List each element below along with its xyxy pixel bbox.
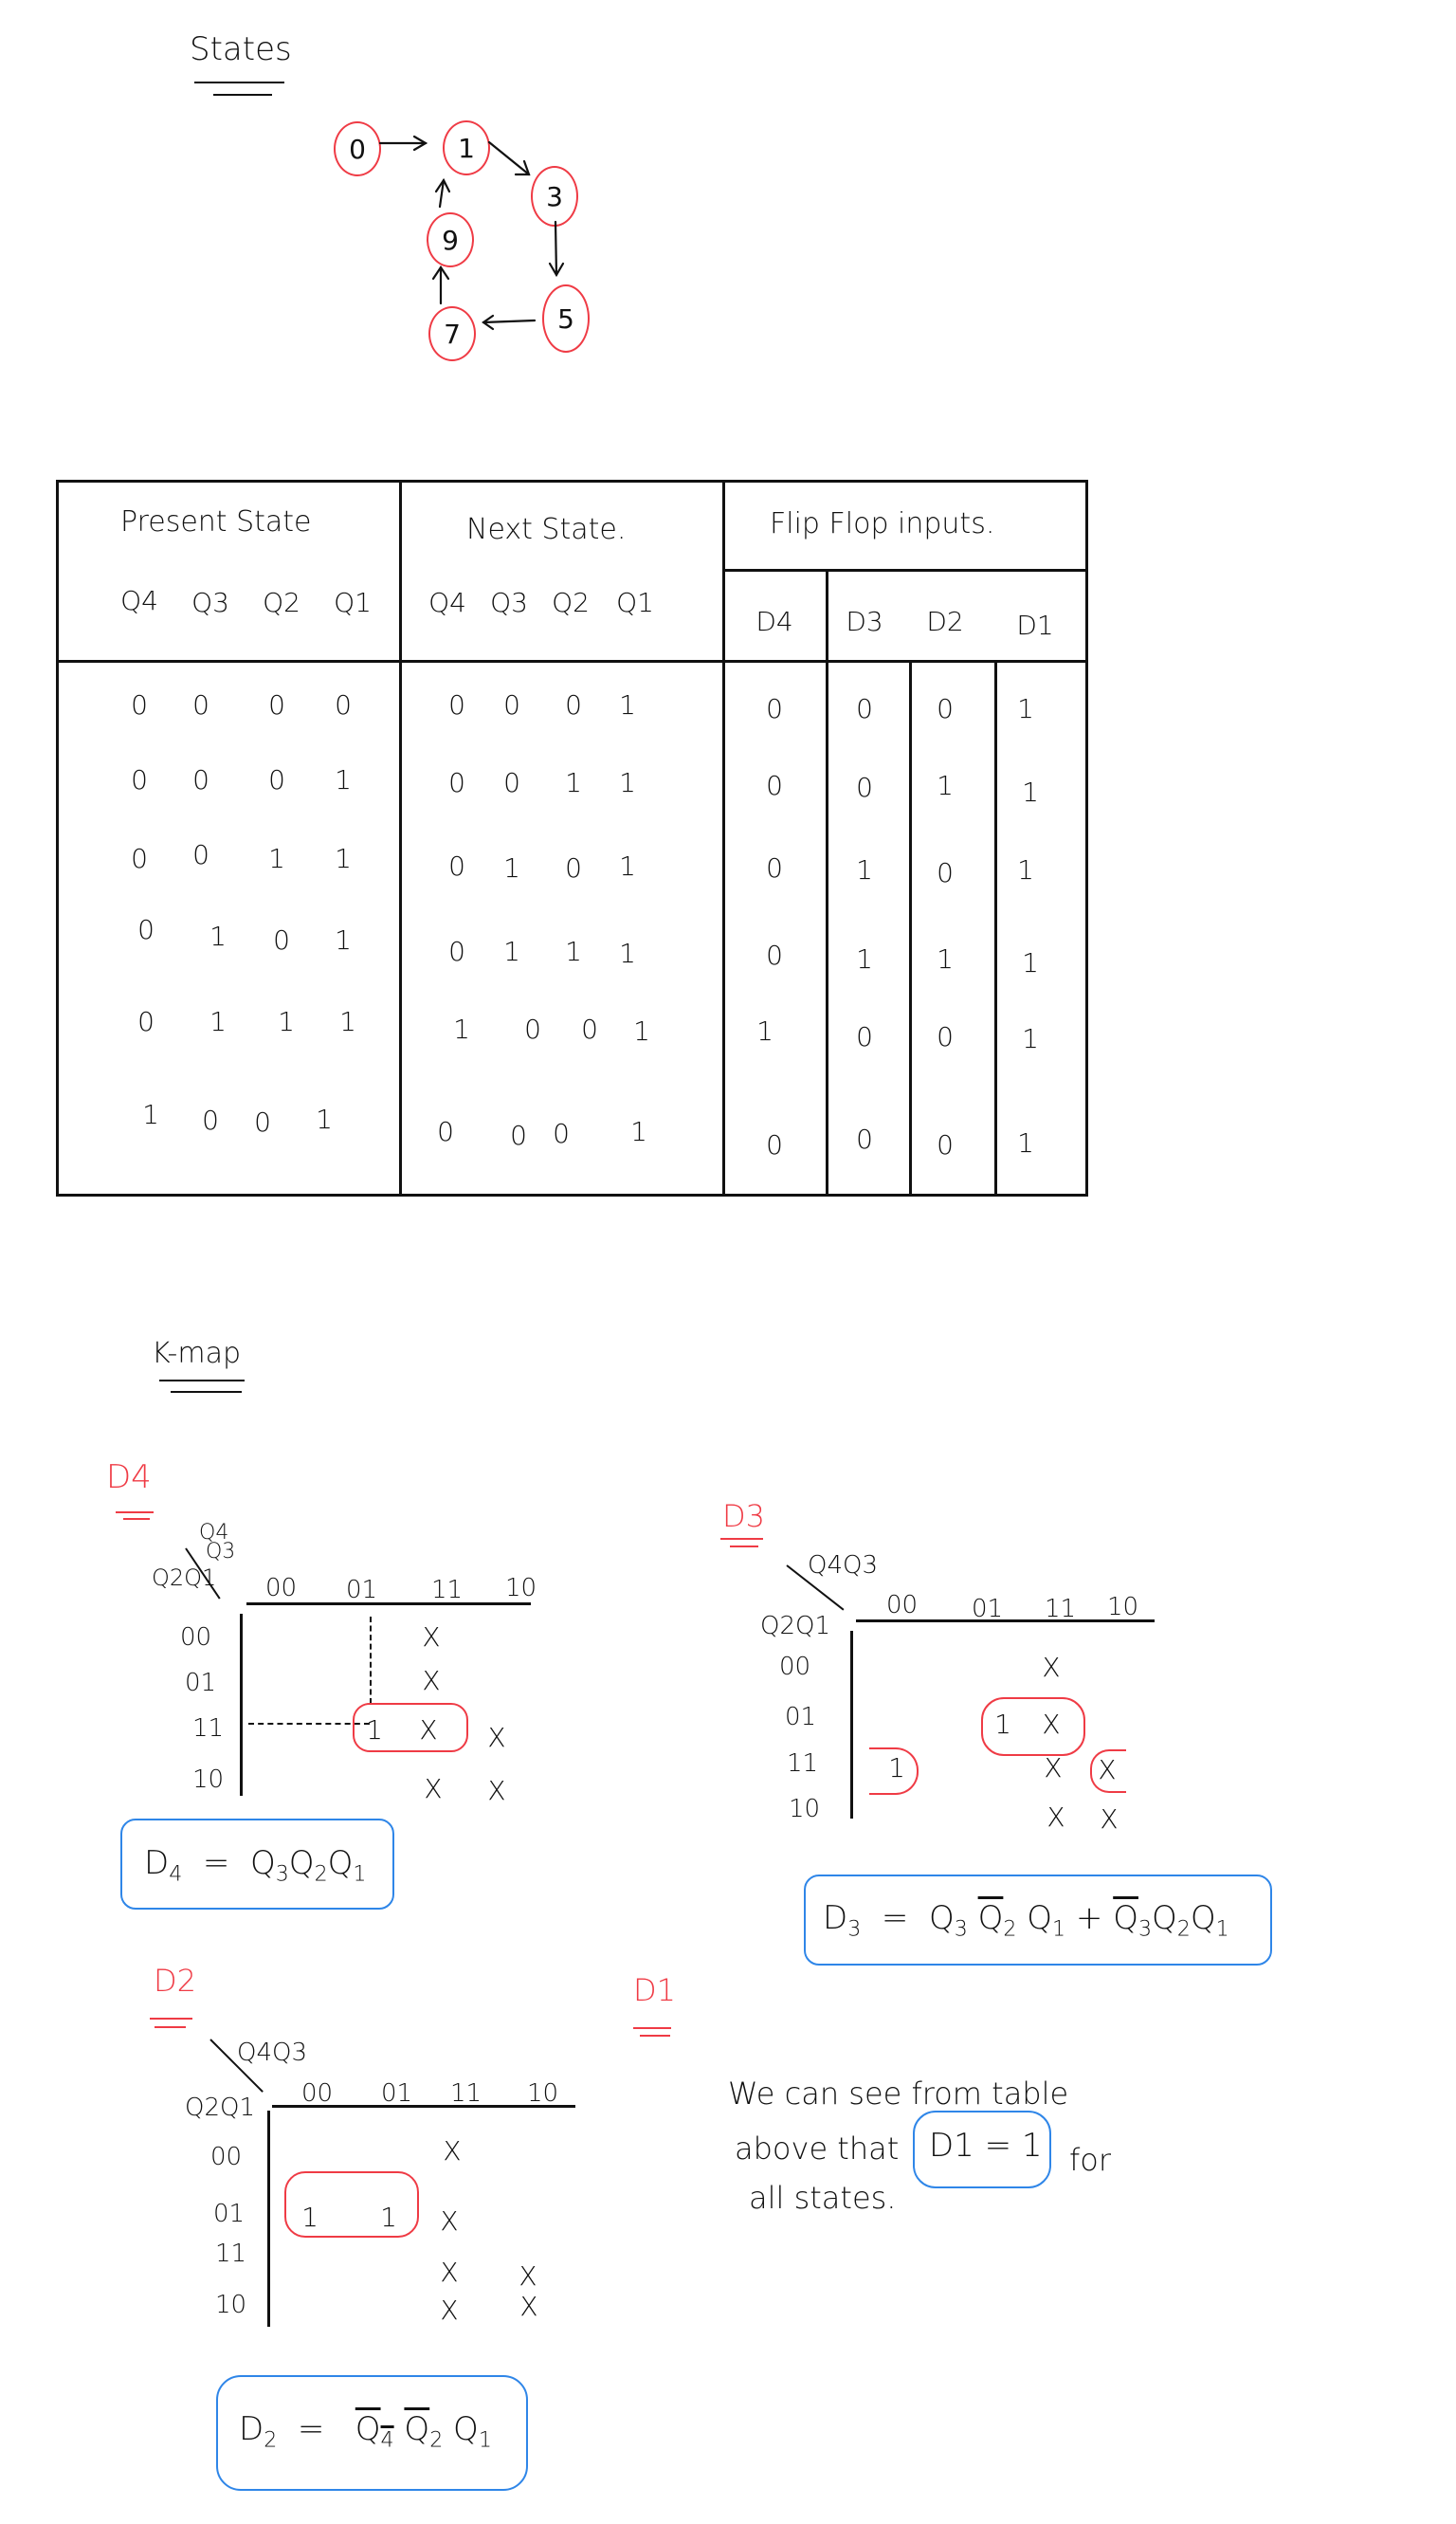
d4-cell: X (487, 1722, 506, 1753)
d3-row-01: 01 (785, 1703, 817, 1731)
header-next-state: Next State. (466, 513, 627, 546)
kmap-title: K-map (152, 1337, 241, 1370)
d4-label-underline (116, 1511, 154, 1513)
col-present-q1: Q1 (334, 587, 372, 618)
d4-row-axis (240, 1614, 243, 1796)
d2-cell: X (440, 2257, 459, 2288)
d2-label-underline (150, 2018, 192, 2020)
divider-next-ff (722, 483, 725, 1197)
divider-d4-d3 (826, 569, 828, 1197)
d3-cell: X (1100, 1803, 1119, 1835)
d3-cell: 1 (888, 1752, 905, 1783)
d4-col-00: 00 (265, 1574, 298, 1602)
d2-col-10: 10 (527, 2079, 559, 2108)
header-present-state: Present State (120, 505, 312, 539)
d3-col-00: 00 (886, 1591, 919, 1619)
col-next-q3: Q3 (490, 587, 528, 618)
d4-col-11: 11 (431, 1576, 464, 1604)
d2-map-label: D2 (154, 1963, 196, 1999)
d3-row-var: Q2Q1 (760, 1612, 831, 1640)
state-node-0: 0 (334, 121, 381, 176)
d3-cell: 1 (994, 1709, 1011, 1740)
header-split-line (722, 569, 1088, 572)
d3-cell: X (1042, 1652, 1061, 1683)
divider-present-next (399, 483, 402, 1197)
d4-row-00: 00 (180, 1623, 212, 1652)
d3-group-loop-left (869, 1747, 919, 1795)
d2-col-00: 00 (301, 2079, 334, 2108)
d2-col-var: Q4Q3 (237, 2039, 308, 2067)
d4-cell: 1 (366, 1714, 383, 1746)
d4-col-01: 01 (346, 1576, 378, 1604)
d4-row-var: Q2Q1 (152, 1564, 217, 1591)
d2-cell: X (519, 2260, 537, 2292)
d1-note-line-2a: above that (735, 2131, 900, 2167)
d3-row-11: 11 (787, 1749, 819, 1778)
d3-cell: X (1046, 1802, 1065, 1833)
d4-cell: X (487, 1775, 506, 1806)
d3-cell: X (1098, 1754, 1117, 1785)
d3-map-label: D3 (722, 1498, 765, 1534)
d4-group-loop (353, 1703, 468, 1752)
d3-row-10: 10 (789, 1795, 821, 1823)
d2-row-var: Q2Q1 (185, 2094, 256, 2122)
d4-col-axis (246, 1602, 531, 1605)
d4-guide-horizontal (248, 1723, 370, 1725)
state-transition-arrows (0, 0, 1456, 398)
d2-equation: $D_2 = Q_4$ $\overline{Q}_2$ $Q_1$ (239, 2410, 492, 2453)
d3-label-underline-2 (730, 1545, 758, 1547)
d2-row-11: 11 (215, 2240, 247, 2268)
d4-row-10: 10 (192, 1765, 225, 1794)
d2-row-10: 10 (215, 2291, 247, 2319)
state-node-3: 3 (531, 166, 578, 227)
d4-col-10: 10 (505, 1574, 537, 1602)
d3-row-axis (850, 1631, 853, 1819)
divider-d2-d1 (994, 660, 997, 1197)
col-d4: D4 (755, 606, 793, 637)
d3-col-01: 01 (972, 1595, 1004, 1623)
d2-col-11: 11 (450, 2079, 482, 2108)
d3-label-underline (720, 1538, 763, 1540)
d2-cell: 1 (380, 2202, 397, 2233)
d1-map-label: D1 (633, 1972, 676, 2008)
state-node-5: 5 (542, 284, 590, 353)
d1-equation: D1 = 1 (929, 2127, 1043, 2165)
d4-cell: X (422, 1665, 441, 1696)
d2-row-01: 01 (213, 2200, 246, 2228)
kmap-title-underline (159, 1380, 245, 1381)
state-node-7: 7 (428, 306, 476, 361)
col-d1: D1 (1016, 610, 1054, 641)
d4-cell: X (422, 1621, 441, 1653)
d3-col-var: Q4Q3 (808, 1551, 879, 1580)
col-d3: D3 (846, 606, 883, 637)
d3-col-11: 11 (1045, 1595, 1077, 1623)
d2-row-axis (267, 2111, 270, 2327)
header-ff-inputs: Flip Flop inputs. (770, 507, 995, 540)
d4-equation: $D_4 = Q_3Q_2Q_1$ (144, 1844, 367, 1887)
d2-cell: X (443, 2135, 462, 2167)
d3-cell: X (1044, 1752, 1063, 1783)
header-bottom-line (59, 660, 1088, 663)
d3-group-loop-right (1090, 1749, 1126, 1793)
d4-cell: X (419, 1714, 438, 1746)
d2-cell: X (440, 2295, 459, 2326)
d3-row-00: 00 (779, 1653, 811, 1681)
d2-cell: 1 (301, 2202, 318, 2233)
d2-cell: X (440, 2205, 459, 2237)
col-present-q2: Q2 (263, 587, 300, 618)
d1-note-line-2b: for (1069, 2142, 1111, 2178)
col-d2: D2 (926, 606, 964, 637)
d4-row-01: 01 (185, 1669, 217, 1697)
d3-equation: $D_3 = Q_3$ $\overline{Q}_2$ $Q_1 + \overline{Q}_3Q_2Q_1$ (823, 1899, 1229, 1942)
d4-cell: X (424, 1773, 443, 1804)
d2-group-loop (284, 2171, 419, 2238)
d4-label-underline-2 (123, 1518, 150, 1520)
col-next-q4: Q4 (428, 587, 466, 618)
col-next-q2: Q2 (552, 587, 590, 618)
d3-cell: X (1042, 1709, 1061, 1740)
d1-note-line-1: We can see from table (728, 2076, 1069, 2112)
d1-label-underline-2 (640, 2035, 670, 2037)
d3-col-10: 10 (1107, 1593, 1139, 1621)
col-next-q1: Q1 (616, 587, 654, 618)
state-node-1: 1 (443, 120, 490, 175)
divider-d3-d2 (909, 660, 912, 1197)
kmap-title-underline-2 (171, 1391, 242, 1393)
d4-row-11: 11 (192, 1714, 225, 1743)
state-table: Present State Next State. Flip Flop inputs. Q4 Q3 Q2 Q1 Q4 Q3 Q2 Q1 D4 D3 D2 D1 0 0 0 0 0 0 0 1 0 0 0 1 0 0 0 1 0 0 1 1 0 0 1 1 0 0 1 1 0 1 0 1 0 1 0 1 0 1 0 1 0 1 1 1 0 1 1 1 0 1 1 1 1 0 0 1 1 0 0 1 1 0 0 1 0 0 0 1 0 0 0 1 (56, 480, 1088, 1197)
d2-cell: X (519, 2291, 538, 2322)
d1-label-underline (633, 2027, 671, 2029)
col-present-q3: Q3 (191, 587, 229, 618)
d4-col-var: Q4 Q3 (199, 1521, 236, 1564)
d2-label-underline-2 (155, 2026, 186, 2028)
state-node-9: 9 (427, 212, 474, 267)
d4-guide-vertical (370, 1617, 372, 1704)
d2-col-01: 01 (381, 2079, 413, 2108)
d2-row-00: 00 (210, 2143, 243, 2171)
col-present-q4: Q4 (120, 585, 158, 616)
d1-note-line-3: all states. (749, 2180, 897, 2216)
d4-map-label: D4 (106, 1458, 152, 1496)
states-title: States (190, 30, 292, 68)
d3-group-loop-middle (981, 1697, 1085, 1756)
